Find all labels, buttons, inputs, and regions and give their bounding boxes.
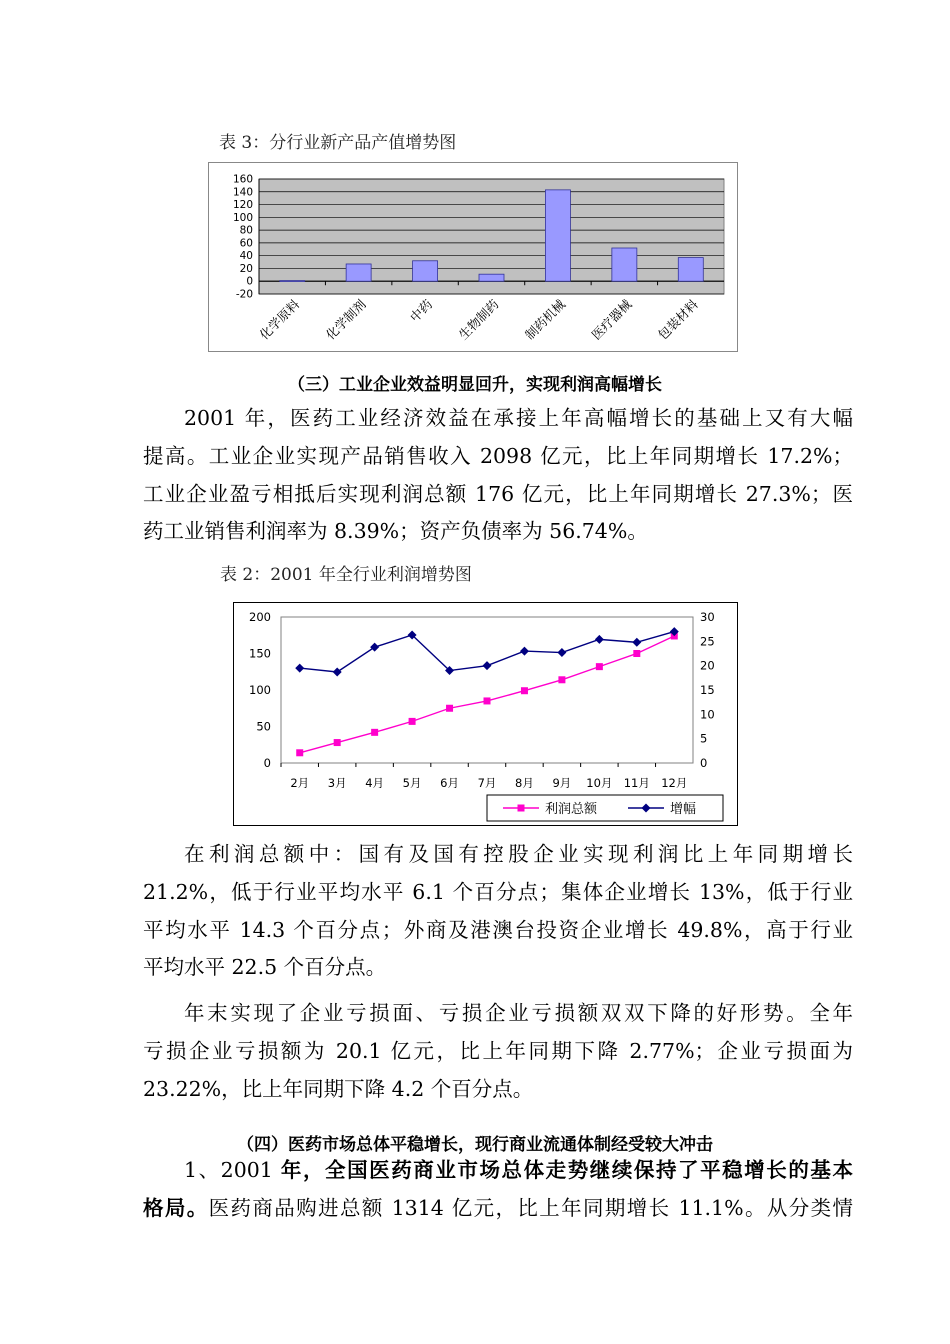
bar-ytick-label-7: 120 [232, 199, 253, 212]
line-category-label-0: 2月 [290, 776, 310, 790]
bar-chart [208, 162, 738, 352]
legend-label-1: 增幅 [670, 802, 697, 817]
right-ytick-label-3: 15 [700, 683, 715, 697]
line-category-label-8: 10月 [586, 776, 613, 790]
bar-ytick-label-1: 0 [246, 275, 253, 288]
para3-line-3: 23.22%，比上年同期下降 4.2 个百分点。 [143, 1076, 534, 1101]
chart3-caption: 表 3：分行业新产品产值增势图 [219, 133, 457, 153]
section4-line-1-number: 1、2001 [184, 1158, 281, 1182]
line-category-label-5: 7月 [477, 776, 497, 790]
left-ytick-label-3: 150 [249, 646, 271, 661]
chart2-caption: 表 2：2001 年全行业利润增势图 [220, 565, 472, 585]
bar-category-label-0: 化学原料 [256, 296, 303, 343]
line-category-label-10: 12月 [661, 776, 688, 790]
bar-3 [479, 274, 504, 281]
bar-category-label-1: 化学制剂 [322, 296, 369, 343]
bar-ytick-label-6: 100 [232, 211, 253, 224]
series-0-point-5 [484, 697, 491, 704]
series-0-point-1 [334, 739, 341, 746]
left-ytick-label-0: 0 [263, 756, 271, 770]
bar-1 [346, 264, 371, 281]
section4-paragraph [143, 1152, 853, 1228]
bar-category-label-2: 中药 [406, 296, 436, 325]
section3-heading: （三）工业企业效益明显回升，实现利润高幅增长 [288, 375, 662, 395]
section3-line-4: 药工业销售利润率为 8.39%；资产负债率为 56.74%。 [143, 519, 648, 544]
bar-category-label-5: 医疗器械 [588, 296, 635, 343]
left-ytick-label-2: 100 [249, 683, 271, 697]
series-0-point-0 [296, 749, 303, 756]
section4-heading: （四）医药市场总体平稳增长，现行商业流通体制经受较大冲击 [237, 1135, 713, 1155]
legend-label-0: 利润总额 [545, 802, 598, 817]
section4-line-1-bold: 年，全国医药商业市场总体走势继续保持了平稳增长的基本 [280, 1158, 853, 1182]
section3-line-2: 提高。工业企业实现产品销售收入 2098 亿元，比上年同期增长 17.2%； [143, 443, 853, 468]
loss-paragraph [143, 995, 853, 1108]
right-ytick-label-6: 30 [700, 610, 715, 624]
section4-line-2 [143, 1190, 853, 1228]
bar-category-label-6: 包装材料 [654, 296, 701, 343]
bar-2 [413, 261, 438, 281]
series-0-point-4 [446, 705, 453, 712]
series-0-point-9 [633, 650, 640, 657]
line-chart-frame [233, 602, 738, 826]
para2-line-4: 平均水平 22.5 个百分点。 [143, 955, 387, 980]
bar-ytick-label-4: 60 [239, 237, 253, 250]
series-0-point-8 [596, 663, 603, 670]
line-chart [233, 602, 738, 826]
section3-line-1: 2001 年，医药工业经济效益在承接上年高幅增长的基础上又有大幅 [184, 406, 853, 430]
bar-4 [545, 190, 570, 281]
section4-line-1 [143, 1152, 853, 1190]
bar-5 [612, 248, 637, 281]
section3-line-3: 工业企业盈亏相抵后实现利润总额 176 亿元，比上年同期增长 27.3%；医 [143, 481, 853, 506]
line-category-label-6: 8月 [515, 776, 534, 790]
line-category-label-7: 9月 [552, 776, 572, 790]
series-0-point-6 [521, 687, 528, 694]
bar-6 [678, 258, 703, 282]
right-ytick-label-1: 5 [700, 731, 708, 746]
bar-ytick-label-8: 140 [232, 186, 253, 199]
right-ytick-label-5: 25 [700, 634, 715, 649]
section4-line-2-text: 医药商品购进总额 1314 亿元，比上年同期增长 11.1%。从分类情 [208, 1195, 853, 1220]
bar-ytick-label-0: -20 [235, 288, 253, 301]
right-ytick-label-4: 20 [700, 658, 715, 673]
para2-line-3: 平均水平 14.3 个百分点；外商及港澳台投资企业增长 49.8%，高于行业 [143, 917, 853, 942]
para3-line-2: 亏损企业亏损额为 20.1 亿元，比上年同期下降 2.77%；企业亏损面为 [143, 1038, 853, 1063]
bar-category-label-4: 制药机械 [522, 296, 569, 343]
para2-line-2: 21.2%，低于行业平均水平 6.1 个百分点；集体企业增长 13%，低于行业 [143, 879, 853, 904]
legend-marker-0 [518, 805, 525, 812]
section3-paragraph [143, 400, 853, 551]
right-ytick-label-0: 0 [700, 756, 708, 770]
bar-ytick-label-3: 40 [239, 250, 253, 263]
para3-line-1: 年末实现了企业亏损面、亏损企业亏损额双双下降的好形势。全年 [184, 1001, 853, 1025]
line-category-label-4: 6月 [440, 776, 459, 790]
profit-breakdown-paragraph [143, 836, 853, 987]
bar-chart-frame [208, 162, 738, 352]
left-ytick-label-1: 50 [256, 719, 271, 734]
series-0-point-3 [409, 718, 416, 725]
bar-0 [280, 281, 305, 282]
para2-line-1: 在利润总额中：国有及国有控股企业实现利润比上年同期增长 [184, 842, 853, 866]
left-ytick-label-4: 200 [249, 610, 271, 624]
bar-ytick-label-5: 80 [239, 224, 253, 237]
bar-ytick-label-2: 20 [239, 262, 253, 275]
bar-ytick-label-9: 160 [232, 173, 253, 186]
series-0-point-2 [371, 729, 378, 736]
bar-category-label-3: 生物制药 [455, 296, 502, 343]
line-category-label-1: 3月 [327, 776, 347, 790]
section4-line-2-bold: 格局。 [143, 1195, 209, 1220]
right-ytick-label-2: 10 [700, 707, 715, 722]
series-0-point-7 [558, 676, 565, 683]
line-category-label-9: 11月 [623, 776, 650, 790]
line-category-label-3: 5月 [402, 776, 422, 790]
line-category-label-2: 4月 [365, 776, 385, 790]
